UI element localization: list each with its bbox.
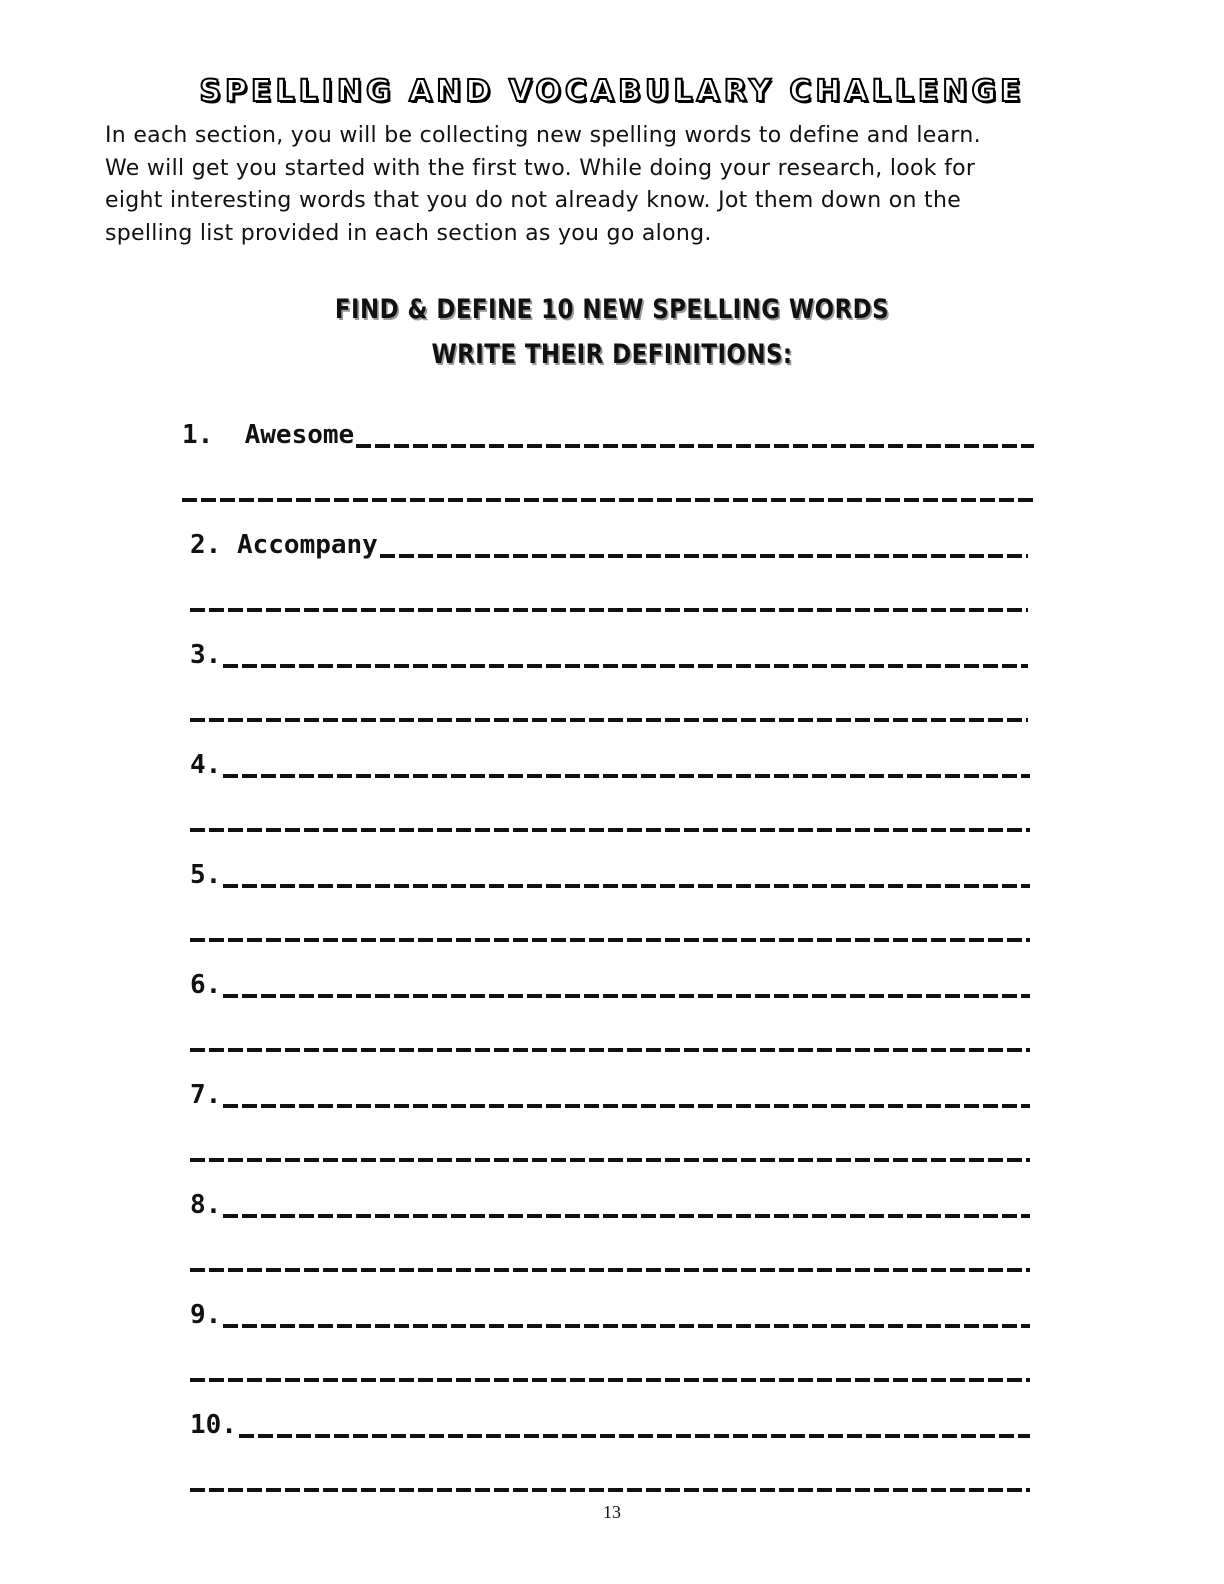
section-subheading: WRITE THEIR DEFINITIONS:	[431, 339, 793, 370]
definition-line[interactable]	[190, 608, 1028, 612]
word-label: 10.	[190, 1410, 237, 1440]
intro-line: spelling list provided in each section as you go along.	[105, 220, 712, 246]
word-line[interactable]	[380, 554, 1028, 558]
word-line[interactable]	[223, 1214, 1030, 1218]
word-line[interactable]	[223, 664, 1028, 668]
word-entry	[190, 750, 1030, 860]
definition-line[interactable]	[182, 498, 1034, 502]
word-line[interactable]	[223, 994, 1030, 998]
intro-line: We will get you started with the first two. While doing your research, look for	[105, 155, 976, 181]
definition-line[interactable]	[190, 1488, 1030, 1492]
word-line[interactable]	[223, 884, 1030, 888]
word-entry	[182, 420, 1034, 530]
page-number: 13	[603, 1502, 621, 1522]
word-label: 6.	[190, 970, 222, 1000]
word-line[interactable]	[239, 1434, 1030, 1438]
word-label: 3.	[190, 640, 222, 670]
word-entry	[190, 1190, 1030, 1300]
word-label: 7.	[190, 1080, 222, 1110]
word-entry	[190, 970, 1030, 1080]
word-label: 1. Awesome	[182, 420, 355, 450]
word-label: 9.	[190, 1300, 222, 1330]
intro-line: In each section, you will be collecting new spelling words to define and learn.	[105, 123, 981, 148]
word-label: 2. Accompany	[190, 530, 378, 560]
word-line[interactable]	[356, 444, 1034, 448]
word-entry	[190, 530, 1028, 640]
word-line[interactable]	[223, 1104, 1030, 1108]
definition-line[interactable]	[190, 1048, 1030, 1052]
intro-line: eight interesting words that you do not already know. Jot them down on the	[105, 188, 962, 213]
word-label: 8.	[190, 1190, 222, 1220]
word-entry	[190, 1300, 1030, 1410]
word-label: 4.	[190, 750, 222, 780]
word-entry	[190, 860, 1030, 970]
page-title: SPELLING AND VOCABULARY CHALLENGE	[199, 74, 1025, 109]
definition-line[interactable]	[190, 938, 1030, 942]
definition-line[interactable]	[190, 718, 1028, 722]
definition-line[interactable]	[190, 1378, 1030, 1382]
definition-line[interactable]	[190, 1158, 1030, 1162]
word-entry	[190, 640, 1028, 750]
section-heading: FIND & DEFINE 10 NEW SPELLING WORDS	[334, 294, 890, 325]
word-entry	[190, 1080, 1030, 1190]
intro-paragraph	[105, 120, 1105, 250]
word-line[interactable]	[223, 774, 1030, 778]
definition-line[interactable]	[190, 1268, 1030, 1272]
definition-line[interactable]	[190, 828, 1030, 832]
word-line[interactable]	[223, 1324, 1030, 1328]
word-label: 5.	[190, 860, 222, 890]
